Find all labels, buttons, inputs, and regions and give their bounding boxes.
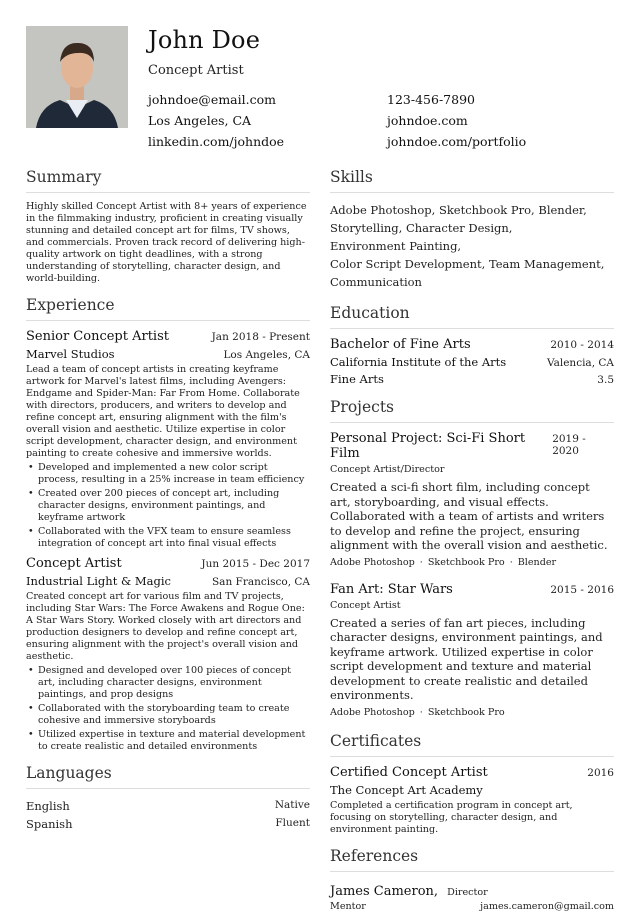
language-item [26,817,310,831]
certificate-title: Certified Concept Artist [330,764,488,780]
skill-item: Sketchbook Pro, [438,203,535,217]
skill-item: Storytelling, [330,221,403,235]
education-date: 2010 - 2014 [550,339,614,351]
skill-item: Adobe Photoshop, [330,203,436,217]
certificates-heading: Certificates [330,732,614,757]
education-gpa: 3.5 [597,374,614,386]
school: California Institute of the Arts [330,355,507,369]
education-field: Fine Arts [330,372,384,386]
project-title: Personal Project: Sci-Fi Short Film [330,431,526,461]
project-tag: Adobe Photoshop [330,706,415,718]
right-column [330,168,614,913]
job-entry [26,329,310,550]
project-entry [330,431,614,568]
reference-name: James Cameron, [330,883,439,899]
candidate-name: John Doe [148,26,261,54]
project-date: 2019 - 2020 [552,433,586,457]
project-tags: Adobe Photoshop · Sketchbook Pro · Blender [330,556,557,568]
candidate-title: Concept Artist [148,63,244,78]
job-entry [26,556,310,753]
skill-item: Environment Painting, [330,239,462,253]
project-date: 2015 - 2016 [550,583,614,596]
reference-position: Director [447,886,488,898]
job-bullet: • Collaborated with the storyboarding team to create cohesive and immersive storyboards [26,703,310,727]
job-bullet: • Developed and implemented a new color script process, resulting in a 25% increase in team efficiency [26,462,310,486]
left-column [26,168,310,835]
contact-email[interactable]: johndoe@email.com [148,92,276,107]
project-role: Concept Artist [330,599,401,611]
job-bullets [26,462,310,550]
project-entry [330,582,614,718]
job-title: Senior Concept Artist [26,329,169,344]
language-name: Spanish [26,817,73,831]
contact-linkedin[interactable]: linkedin.com/johndoe [148,134,285,149]
education-entry [330,337,614,386]
contact-portfolio[interactable]: johndoe.com/portfolio [387,134,527,149]
skill-item: Color Script Development, [330,257,486,271]
certificate-issuer: The Concept Art Academy [330,782,483,797]
skills-heading: Skills [330,168,614,193]
job-bullet: • Created over 200 pieces of concept art, including character designs, environment paintings, and keyframe artwork [26,488,310,524]
job-title: Concept Artist [26,556,122,571]
contact-phone[interactable]: 123-456-7890 [387,92,475,107]
project-description: Created a series of fan art pieces, including character designs, environment paintings, and keyframe artwork. Utilized expertise in color script development and texture and material development to create realistic and detailed environments. [330,615,603,702]
education-location: Valencia, CA [546,357,614,369]
education-heading: Education [330,304,614,329]
job-bullets [26,665,310,753]
job-bullet: • Designed and developed over 100 pieces of concept art, including character designs, environment paintings, and prop designs [26,665,310,701]
project-description: Created a sci-fi short film, including concept art, storyboarding, and visual effects. Collaborated with a team of artists and writers to develop and refine the project, ensuring alignment with the overall vision and aesthetic. [330,480,608,552]
skill-item: Blender, [538,203,587,217]
language-item [26,799,310,813]
languages-heading: Languages [26,764,310,789]
reference-email[interactable]: james.cameron@gmail.com [480,900,614,912]
certificate-date: 2016 [587,766,614,779]
project-tag: Adobe Photoshop [330,556,415,568]
job-description: Lead a team of concept artists in creating keyframe artwork for Marvel's latest films, including Avengers: Endgame and Spider-Man: Far From Home. Collaborate with directors, producers, and writers to develop and refine concept art, ensuring alignment with the film's overall vision and aesthetic. Utilize expertise in color script development, character design, and environment painting to create cohesive and immersive worlds. [26,364,300,459]
job-location: Los Angeles, CA [223,349,310,361]
job-location: San Francisco, CA [211,576,310,588]
certificate-entry [330,765,614,836]
skill-item: Team Management, [488,257,605,271]
job-date: Jun 2015 - Dec 2017 [201,558,310,570]
skills-list [330,201,614,291]
project-title: Fan Art: Star Wars [330,581,453,597]
job-bullet: • Utilized expertise in texture and material development to create realistic and detailed environments [26,729,310,753]
skill-item: Character Design, [405,221,513,235]
contact-website[interactable]: johndoe.com [387,113,468,128]
project-tag: Sketchbook Pro [427,556,505,568]
project-tags: Adobe Photoshop · Sketchbook Pro [330,706,505,718]
experience-heading: Experience [26,296,310,321]
reference-relation: Mentor [330,900,366,912]
projects-heading: Projects [330,398,614,423]
project-tag: Sketchbook Pro [427,706,505,718]
contact-location: Los Angeles, CA [148,113,252,128]
project-role: Concept Artist/Director [330,464,445,475]
language-level: Fluent [275,817,310,829]
degree: Bachelor of Fine Arts [330,337,471,352]
job-description: Created concept art for various film and TV projects, including Star Wars: The Force Awakens and Rogue One: A Star Wars Story. Worked closely with art directors and production designers to develop and refine concept art, ensuring alignment with the project's overall vision and aesthetic. [26,591,305,662]
summary-heading: Summary [26,168,310,193]
skill-item: Communication [330,275,422,289]
project-tag: Blender [517,556,557,568]
language-name: English [26,799,70,813]
references-heading: References [330,847,614,872]
language-level: Native [274,799,310,811]
profile-photo [26,26,128,128]
reference-entry [330,880,614,913]
languages-list [26,799,310,831]
certificate-description: Completed a certification program in concept art, focusing on storytelling, character design, and environment painting. [330,799,573,835]
job-company: Industrial Light & Magic [26,574,171,588]
summary-text: Highly skilled Concept Artist with 8+ years of experience in the filmmaking industry, proficient in creating visually stunning and detailed concept art for films, TV shows, and commercials. Proven track record of delivering high-quality artwork on tight deadlines, with a strong understanding of storytelling, character design, and world-building. [26,201,307,284]
job-company: Marvel Studios [26,347,115,361]
job-date: Jan 2018 - Present [211,331,310,343]
job-bullet: • Collaborated with the VFX team to ensure seamless integration of concept art into final visual effects [26,526,310,550]
